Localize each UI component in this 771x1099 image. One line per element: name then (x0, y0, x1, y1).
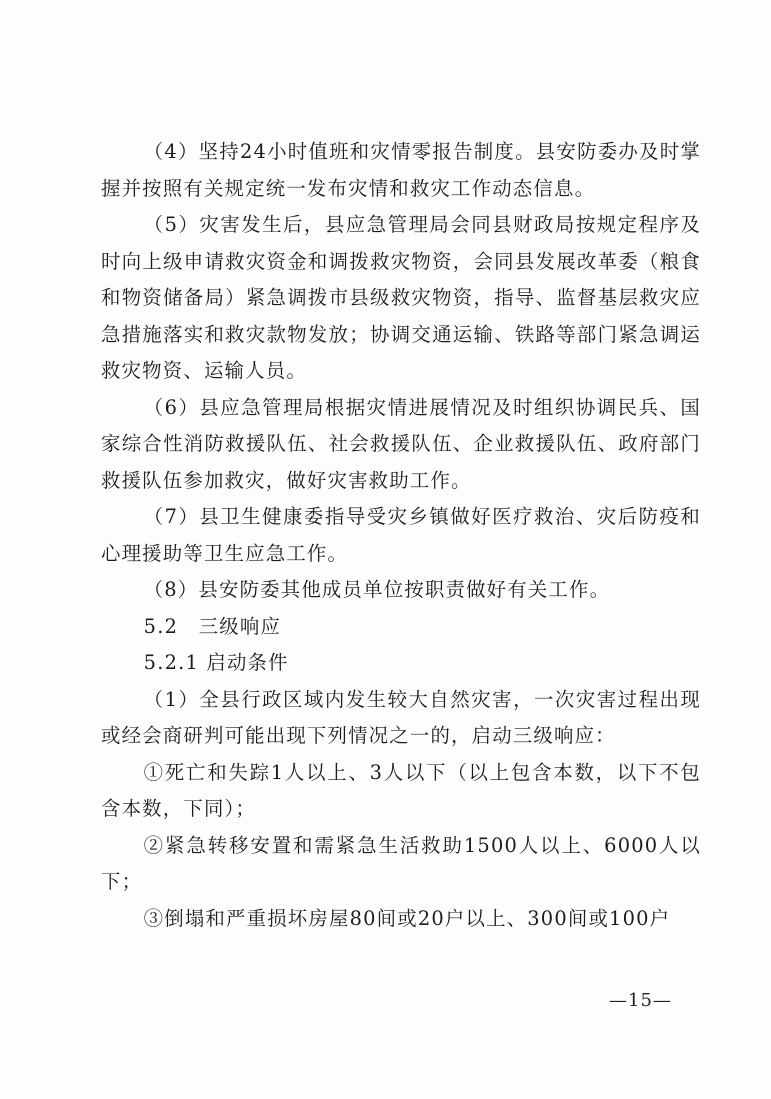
condition-intro: （1）全县行政区域内发生较大自然灾害，一次灾害过程出现或经会商研判可能出现下列情况之一的，启动三级响应： (101, 687, 701, 747)
subsection-heading: 5.2.1 启动条件 (143, 651, 289, 674)
page-number: —15— (609, 990, 672, 1011)
condition-item-2: ②紧急转移安置和需紧急生活救助1500人以上、6000人以下； (101, 833, 701, 893)
paragraph-item-8: （8）县安防委其他成员单位按职责做好有关工作。 (143, 578, 611, 601)
paragraph-item-4: （4）坚持24小时值班和灾情零报告制度。县安防委办及时掌握并按照有关规定统一发布灾情和救灾工作动态信息。 (101, 140, 701, 200)
paragraph-item-6: （6）县应急管理局根据灾情进展情况及时组织协调民兵、国家综合性消防救援队伍、社会救援队伍、企业救援队伍、政府部门救援队伍参加救灾，做好灾害救助工作。 (101, 395, 701, 492)
condition-item-3: ③倒塌和严重损坏房屋80间或20户以上、300间或100户 (143, 906, 671, 930)
section-heading: 5.2 三级响应 (143, 614, 282, 638)
paragraph-item-7: （7）县卫生健康委指导受灾乡镇做好医疗救治、灾后防疫和心理援助等卫生应急工作。 (101, 505, 701, 565)
condition-item-1: ①死亡和失踪1人以上、3人以下（以上包含本数，以下不包含本数，下同）； (101, 760, 701, 820)
paragraph-item-5: （5）灾害发生后，县应急管理局会同县财政局按规定程序及时向上级申请救灾资金和调拨救灾物资，会同县发展改革委（粮食和物资储备局）紧急调拨市县级救灾物资，指导、监督基层救灾应急措施落实和救灾款物发放；协调交通运输、铁路等部门紧急调运救灾物资、运输人员。 (101, 213, 701, 382)
document-body (101, 134, 701, 937)
